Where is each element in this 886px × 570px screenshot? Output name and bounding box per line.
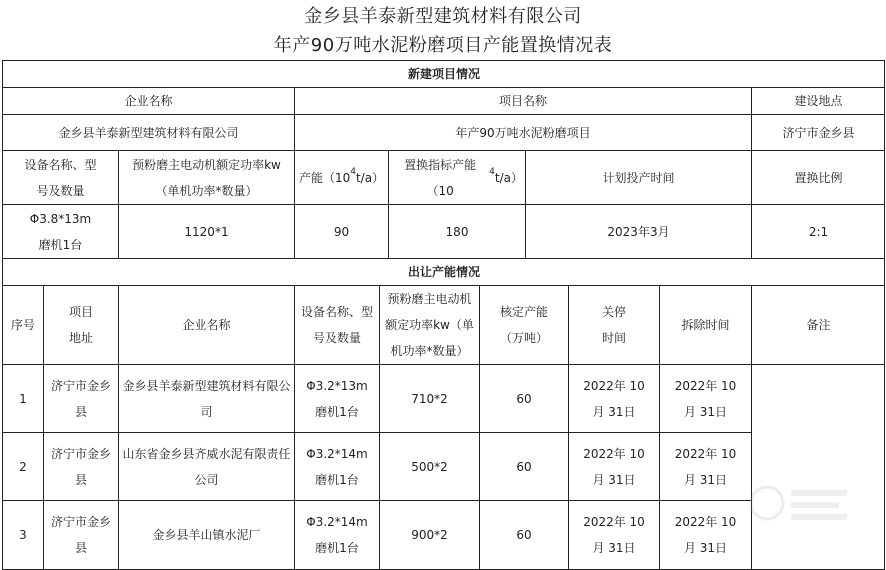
out-capacity-header: 核定产能（万吨）: [479, 285, 568, 364]
table-row-company: 金乡县羊泰新型建筑材料有限公司: [118, 364, 294, 432]
table-row-power: 710*2: [379, 364, 479, 432]
plan-time-header: 计划投产时间: [525, 150, 751, 204]
stop-time-header: 关停时间: [568, 285, 659, 364]
new-location-header: 建设地点: [751, 87, 885, 114]
plan-time-value: 2023年3月: [525, 204, 751, 258]
new-location-value: 济宁市金乡县: [751, 114, 885, 150]
table-row-capacity: 60: [479, 432, 568, 500]
ratio-value: 2:1: [751, 204, 885, 258]
table-row-equipment: Φ3.2*13m 磨机1台: [294, 364, 379, 432]
equipment-value: Φ3.8*13m 磨机1台: [2, 204, 118, 258]
table-row-stop-time: 2022年 10 月 31日: [568, 364, 659, 432]
document-subtitle: 年产90万吨水泥粉磨项目产能置换情况表: [273, 35, 613, 56]
table-row-demolish-time: 2022年 10 月 31日: [659, 432, 751, 500]
out-section-heading: 出让产能情况: [2, 258, 885, 285]
table-row-seq: 2: [2, 432, 43, 500]
table-row-seq: 1: [2, 364, 43, 432]
new-company-value: 金乡县羊泰新型建筑材料有限公司: [2, 114, 294, 150]
table-right-border: [884, 60, 885, 570]
table-row-equipment: Φ3.2*14m 磨机1台: [294, 500, 379, 569]
table-row-demolish-time: 2022年 10 月 31日: [659, 364, 751, 432]
replace-capacity-value: 180: [388, 204, 525, 258]
table-row-power: 900*2: [379, 500, 479, 569]
table-row-demolish-time: 2022年 10 月 31日: [659, 500, 751, 569]
power-header: 预粉磨主电动机额定功率kw（单机功率*数量）: [118, 150, 294, 204]
table-row-power: 500*2: [379, 432, 479, 500]
table-row-stop-time: 2022年 10 月 31日: [568, 500, 659, 569]
table-row-company: 金乡县羊山镇水泥厂: [118, 500, 294, 569]
remark-cell: [751, 364, 885, 569]
remark-header: 备注: [751, 285, 885, 364]
table-row-stop-time: 2022年 10 月 31日: [568, 432, 659, 500]
ratio-header: 置换比例: [751, 150, 885, 204]
document-title: 金乡县羊泰新型建筑材料有限公司: [304, 6, 582, 27]
table-row-company: 山东省金乡县齐威水泥有限责任公司: [118, 432, 294, 500]
address-header: 项目地址: [43, 285, 118, 364]
table-row-address: 济宁市金乡县: [43, 500, 118, 569]
table-row-equipment: Φ3.2*14m 磨机1台: [294, 432, 379, 500]
new-section-heading: 新建项目情况: [2, 60, 885, 87]
table-row-address: 济宁市金乡县: [43, 432, 118, 500]
equipment-header: 设备名称、型号及数量: [2, 150, 118, 204]
demolish-time-header: 拆除时间: [659, 285, 751, 364]
new-project-value: 年产90万吨水泥粉磨项目: [294, 114, 751, 150]
seq-header: 序号: [2, 285, 43, 364]
capacity-header: 产能（10 4 t/a）: [294, 150, 388, 204]
power-value: 1120*1: [118, 204, 294, 258]
capacity-value: 90: [294, 204, 388, 258]
table-row-address: 济宁市金乡县: [43, 364, 118, 432]
out-equipment-header: 设备名称、型号及数量: [294, 285, 379, 364]
new-company-header: 企业名称: [2, 87, 294, 114]
table-row-capacity: 60: [479, 364, 568, 432]
out-power-header: 预粉磨主电动机额定功率kw（单机功率*数量）: [379, 285, 479, 364]
table-row-seq: 3: [2, 500, 43, 569]
out-company-header: 企业名称: [118, 285, 294, 364]
new-project-header: 项目名称: [294, 87, 751, 114]
table-row-capacity: 60: [479, 500, 568, 569]
replace-capacity-header: 置换指标产能（10 4 t/a）: [388, 150, 525, 204]
watermark-logo: [745, 478, 855, 528]
